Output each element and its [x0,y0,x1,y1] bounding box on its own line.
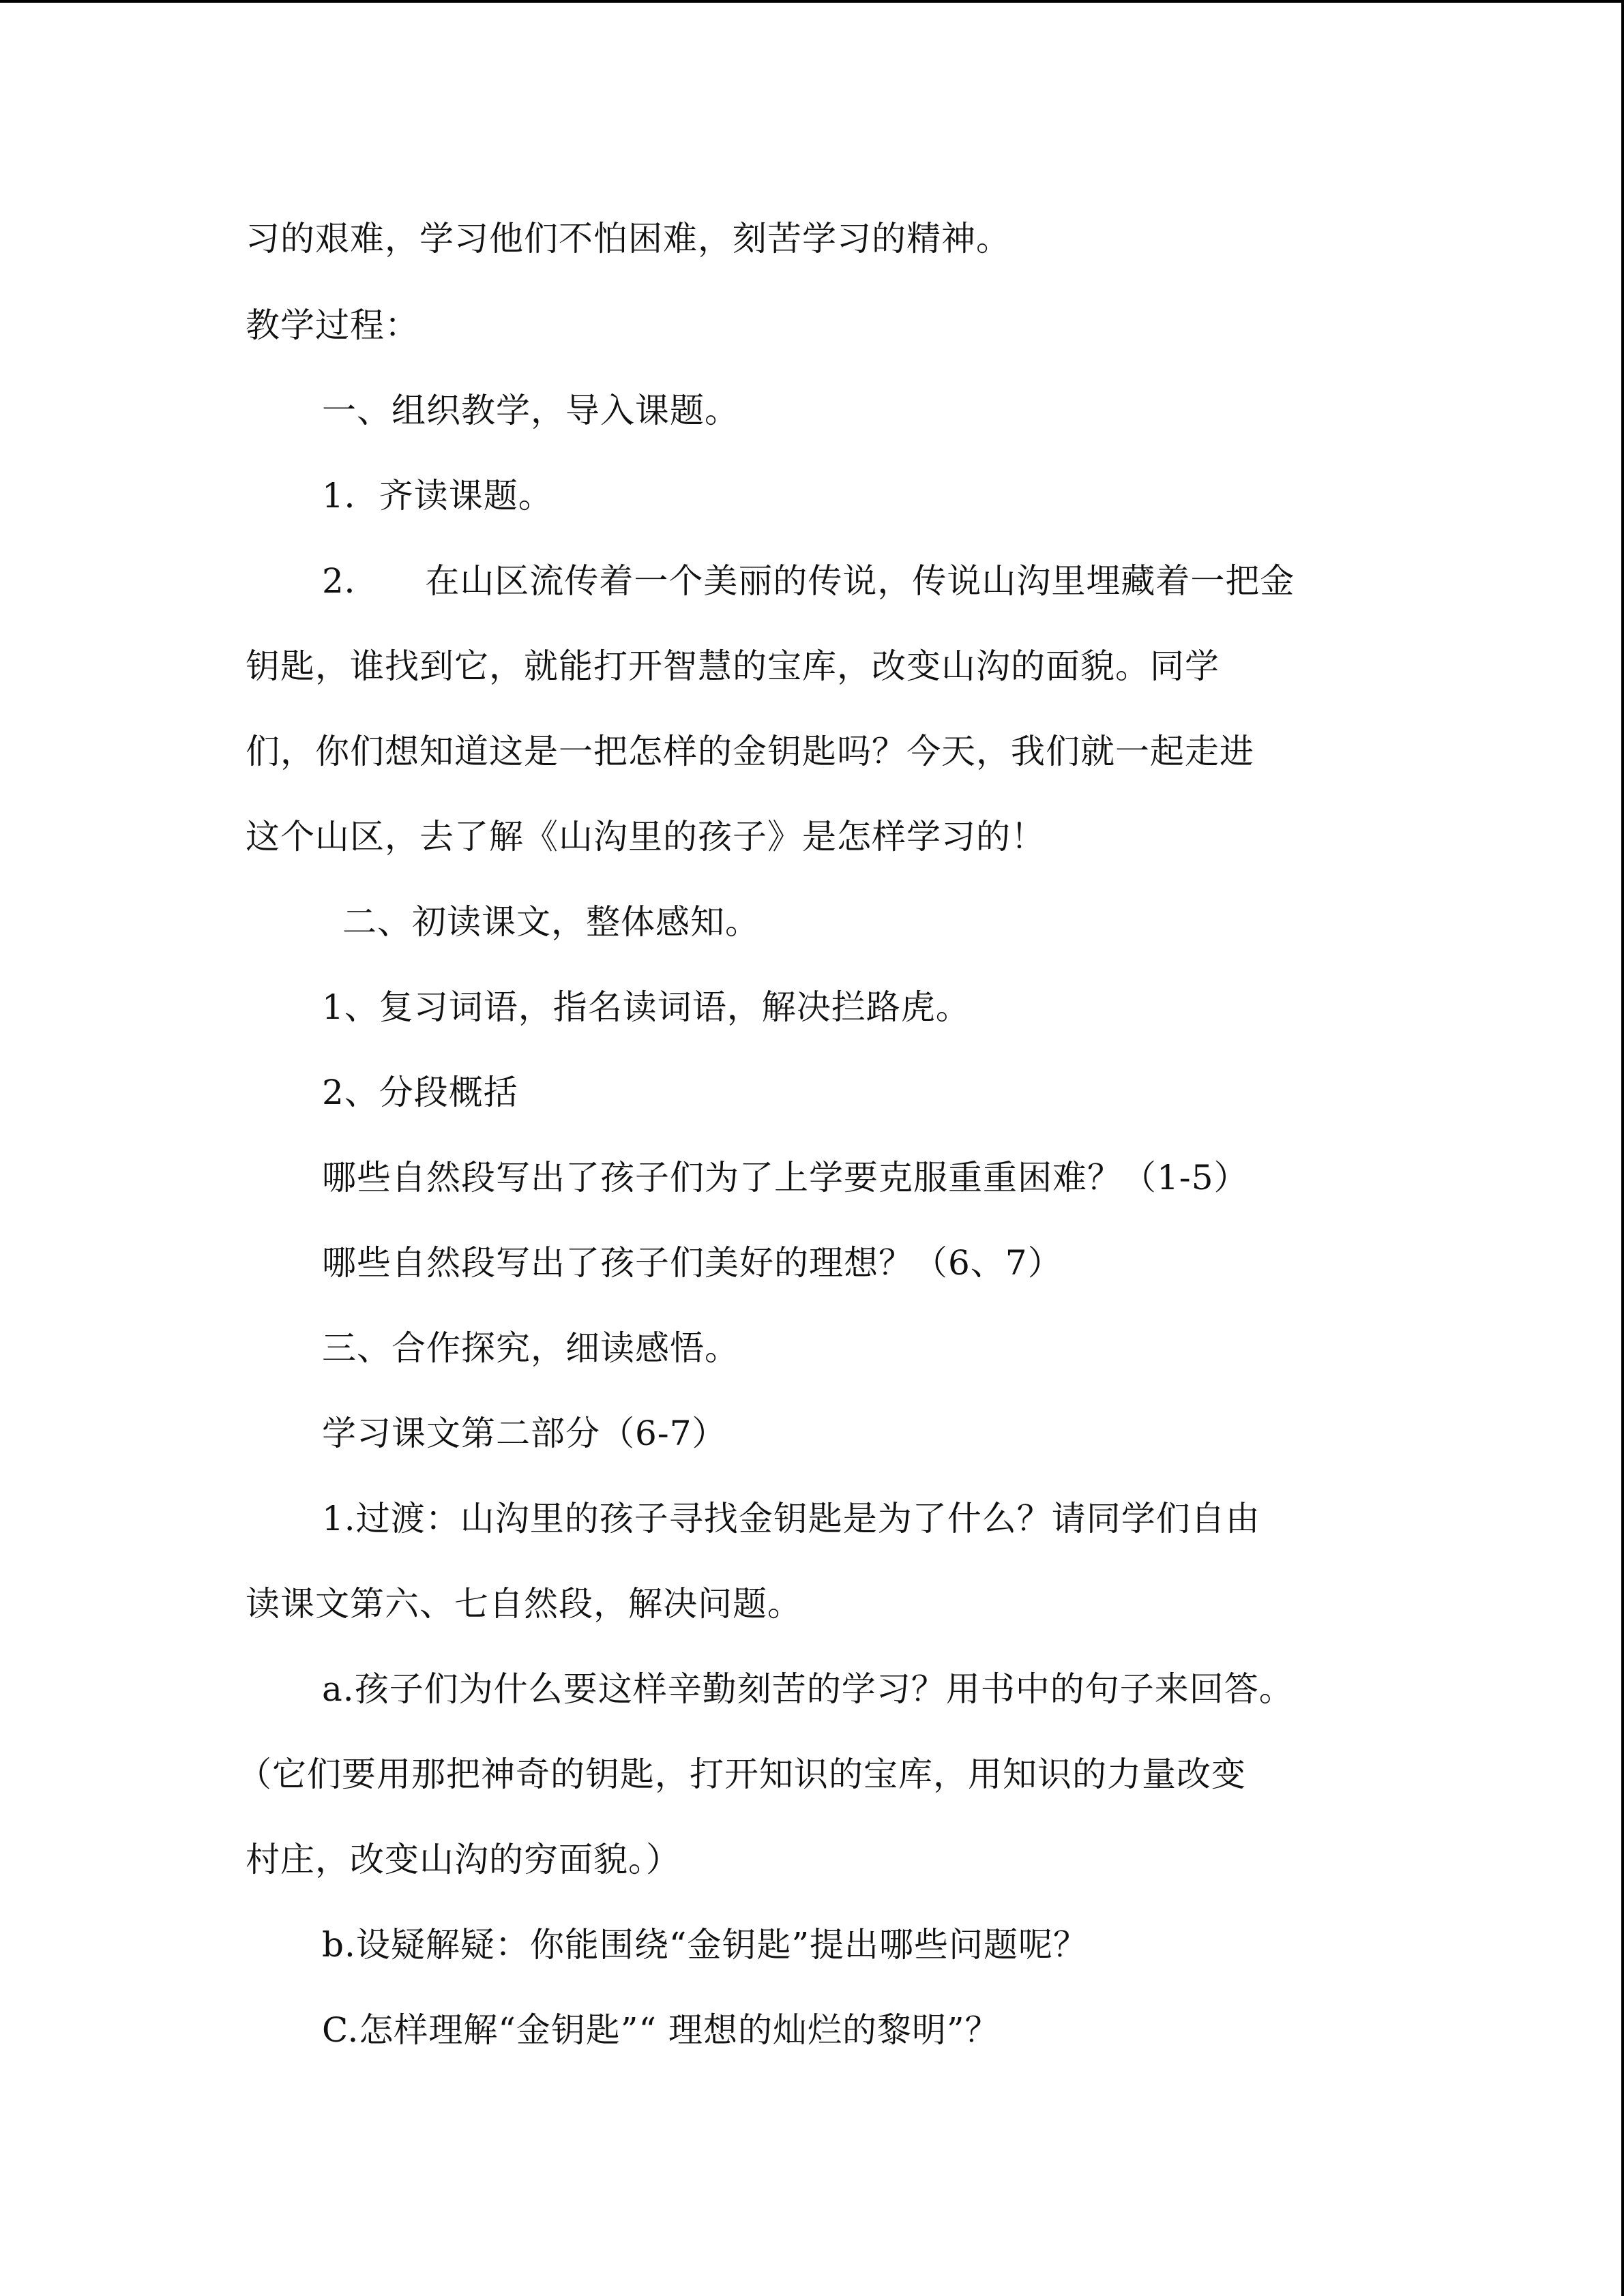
paragraph-line: 这个山区，去了解《山沟里的孩子》是怎样学习的！ [246,817,1046,856]
paragraph-line: 读课文第六、七自然段，解决问题。 [246,1584,802,1624]
paragraph-line: 2、分段概括 [322,1073,518,1112]
paragraph-line: 2． 在山区流传着一个美丽的传说，传说山沟里埋藏着一把金 [322,561,1295,601]
paragraph-line: 1．齐读课题。 [322,476,553,516]
paragraph-line: C.怎样理解“金钥匙”“ 理想的灿烂的黎明”？ [322,2010,1000,2050]
paragraph-line: a.孩子们为什么要这样辛勤刻苦的学习？用书中的句子来回答。 [322,1669,1294,1709]
paragraph-line: 哪些自然段写出了孩子们为了上学要克服重重困难？（1-5） [322,1158,1249,1197]
paragraph-line: 学习课文第二部分（6-7） [322,1414,727,1453]
paragraph-line: （它们要用那把神奇的钥匙，打开知识的宝库，用知识的力量改变 [237,1755,1246,1794]
paragraph-line: 钥匙，谁找到它，就能打开智慧的宝库，改变山沟的面貌。同学 [246,646,1220,686]
paragraph-line: 哪些自然段写出了孩子们美好的理想？（6、7） [322,1243,1063,1283]
paragraph-line: 们，你们想知道这是一把怎样的金钥匙吗？今天，我们就一起走进 [246,732,1254,771]
section-heading: 一、组织教学，导入课题。 [322,391,739,430]
section-heading: 二、初读课文，整体感知。 [342,902,760,942]
paragraph-line: 1、复习词语，指名读词语，解决拦路虎。 [322,987,971,1027]
paragraph-line: 习的艰难，学习他们不怕困难，刻苦学习的精神。 [246,219,1011,258]
section-heading: 教学过程： [246,305,419,345]
paragraph-line: 1.过渡：山沟里的孩子寻找金钥匙是为了什么？请同学们自由 [322,1499,1260,1538]
paragraph-line: b.设疑解疑：你能围绕“金钥匙”提出哪些问题呢？ [322,1925,1089,1965]
paragraph-line: 村庄，改变山沟的穷面貌。） [246,1840,681,1879]
section-heading: 三、合作探究，细读感悟。 [322,1328,739,1368]
